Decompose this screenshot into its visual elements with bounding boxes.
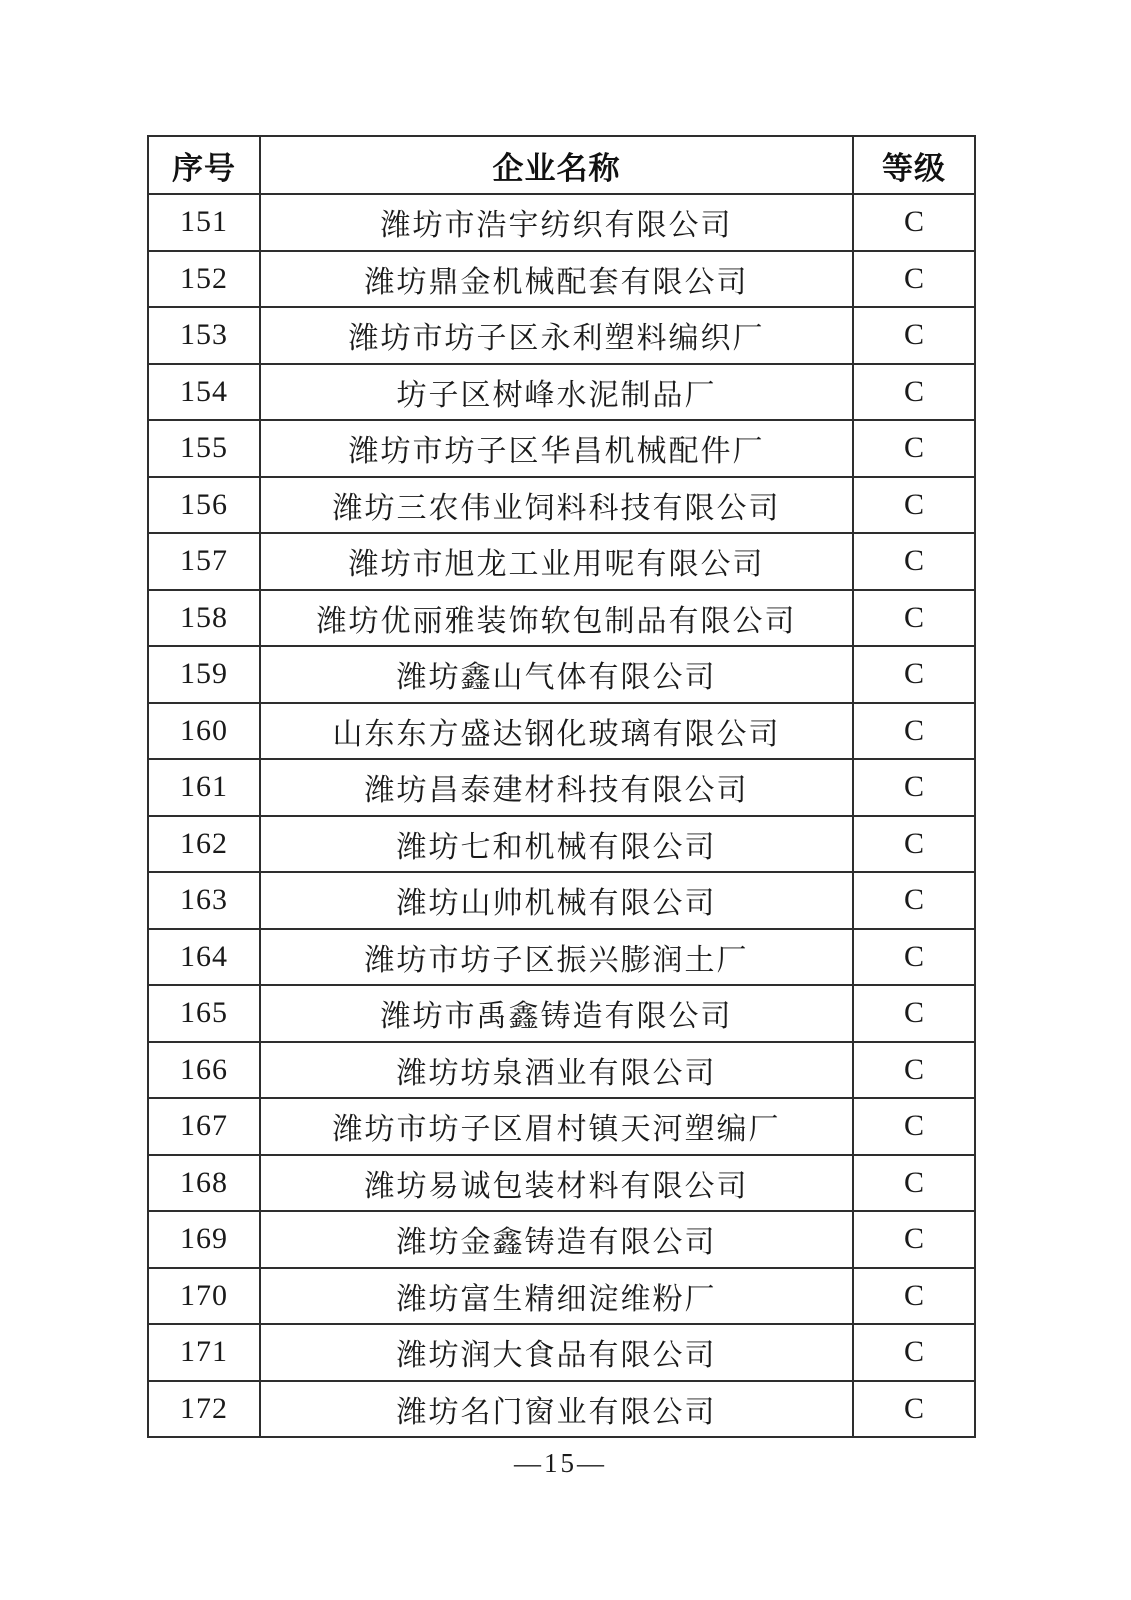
company-name-cell: 潍坊优丽雅装饰软包制品有限公司 bbox=[260, 590, 853, 647]
grade-cell: C bbox=[853, 816, 975, 873]
table-row bbox=[148, 646, 975, 703]
company-name-cell: 潍坊三农伟业饲料科技有限公司 bbox=[260, 477, 853, 534]
table-row bbox=[148, 1042, 975, 1099]
grade-cell: C bbox=[853, 1042, 975, 1099]
table-row bbox=[148, 1268, 975, 1325]
table-row bbox=[148, 533, 975, 590]
table-row bbox=[148, 251, 975, 308]
company-name-cell: 潍坊市坊子区眉村镇天河塑编厂 bbox=[260, 1098, 853, 1155]
company-name-cell: 潍坊市浩宇纺织有限公司 bbox=[260, 194, 853, 251]
grade-cell: C bbox=[853, 1098, 975, 1155]
table-row bbox=[148, 477, 975, 534]
grade-cell: C bbox=[853, 194, 975, 251]
page-number: —15— bbox=[514, 1448, 607, 1478]
company-name-cell: 潍坊市禹鑫铸造有限公司 bbox=[260, 985, 853, 1042]
column-header-index: 序号 bbox=[148, 136, 260, 194]
row-index-cell: 168 bbox=[148, 1155, 260, 1212]
table-row bbox=[148, 929, 975, 986]
grade-cell: C bbox=[853, 533, 975, 590]
table-header-row bbox=[148, 136, 975, 194]
row-index-cell: 172 bbox=[148, 1381, 260, 1438]
row-index-cell: 157 bbox=[148, 533, 260, 590]
grade-cell: C bbox=[853, 703, 975, 760]
grade-cell: C bbox=[853, 1381, 975, 1438]
company-name-cell: 潍坊昌泰建材科技有限公司 bbox=[260, 759, 853, 816]
company-name-cell: 潍坊鼎金机械配套有限公司 bbox=[260, 251, 853, 308]
grade-cell: C bbox=[853, 251, 975, 308]
company-grade-table bbox=[147, 135, 976, 1438]
grade-cell: C bbox=[853, 1155, 975, 1212]
company-name-cell: 潍坊富生精细淀维粉厂 bbox=[260, 1268, 853, 1325]
table-row bbox=[148, 1211, 975, 1268]
table-row bbox=[148, 1155, 975, 1212]
grade-cell: C bbox=[853, 929, 975, 986]
table-row bbox=[148, 1324, 975, 1381]
row-index-cell: 162 bbox=[148, 816, 260, 873]
row-index-cell: 154 bbox=[148, 364, 260, 421]
company-name-cell: 坊子区树峰水泥制品厂 bbox=[260, 364, 853, 421]
row-index-cell: 156 bbox=[148, 477, 260, 534]
row-index-cell: 171 bbox=[148, 1324, 260, 1381]
row-index-cell: 158 bbox=[148, 590, 260, 647]
grade-cell: C bbox=[853, 364, 975, 421]
row-index-cell: 164 bbox=[148, 929, 260, 986]
row-index-cell: 152 bbox=[148, 251, 260, 308]
table-row bbox=[148, 1098, 975, 1155]
company-name-cell: 潍坊市坊子区华昌机械配件厂 bbox=[260, 420, 853, 477]
table-row bbox=[148, 759, 975, 816]
company-name-cell: 潍坊易诚包装材料有限公司 bbox=[260, 1155, 853, 1212]
table-row bbox=[148, 985, 975, 1042]
company-name-cell: 潍坊金鑫铸造有限公司 bbox=[260, 1211, 853, 1268]
grade-cell: C bbox=[853, 420, 975, 477]
company-name-cell: 潍坊市旭龙工业用呢有限公司 bbox=[260, 533, 853, 590]
grade-cell: C bbox=[853, 1211, 975, 1268]
table-row bbox=[148, 1381, 975, 1438]
row-index-cell: 155 bbox=[148, 420, 260, 477]
grade-cell: C bbox=[853, 1268, 975, 1325]
grade-cell: C bbox=[853, 985, 975, 1042]
row-index-cell: 153 bbox=[148, 307, 260, 364]
grade-cell: C bbox=[853, 646, 975, 703]
company-name-cell: 山东东方盛达钢化玻璃有限公司 bbox=[260, 703, 853, 760]
row-index-cell: 170 bbox=[148, 1268, 260, 1325]
company-name-cell: 潍坊名门窗业有限公司 bbox=[260, 1381, 853, 1438]
table-row bbox=[148, 816, 975, 873]
row-index-cell: 169 bbox=[148, 1211, 260, 1268]
grade-cell: C bbox=[853, 590, 975, 647]
table-row bbox=[148, 420, 975, 477]
row-index-cell: 159 bbox=[148, 646, 260, 703]
company-name-cell: 潍坊市坊子区振兴膨润土厂 bbox=[260, 929, 853, 986]
row-index-cell: 167 bbox=[148, 1098, 260, 1155]
row-index-cell: 151 bbox=[148, 194, 260, 251]
table-row bbox=[148, 703, 975, 760]
table-row bbox=[148, 872, 975, 929]
grade-cell: C bbox=[853, 1324, 975, 1381]
table-row bbox=[148, 364, 975, 421]
row-index-cell: 163 bbox=[148, 872, 260, 929]
row-index-cell: 160 bbox=[148, 703, 260, 760]
table-row bbox=[148, 590, 975, 647]
company-name-cell: 潍坊润大食品有限公司 bbox=[260, 1324, 853, 1381]
company-name-cell: 潍坊坊泉酒业有限公司 bbox=[260, 1042, 853, 1099]
table-header bbox=[148, 136, 975, 194]
table-body bbox=[148, 194, 975, 1437]
grade-cell: C bbox=[853, 307, 975, 364]
row-index-cell: 161 bbox=[148, 759, 260, 816]
company-name-cell: 潍坊七和机械有限公司 bbox=[260, 816, 853, 873]
table-row bbox=[148, 307, 975, 364]
table-row bbox=[148, 194, 975, 251]
row-index-cell: 166 bbox=[148, 1042, 260, 1099]
column-header-company-name: 企业名称 bbox=[260, 136, 853, 194]
grade-cell: C bbox=[853, 872, 975, 929]
grade-cell: C bbox=[853, 759, 975, 816]
row-index-cell: 165 bbox=[148, 985, 260, 1042]
company-name-cell: 潍坊山帅机械有限公司 bbox=[260, 872, 853, 929]
column-header-grade: 等级 bbox=[853, 136, 975, 194]
company-name-cell: 潍坊鑫山气体有限公司 bbox=[260, 646, 853, 703]
grade-cell: C bbox=[853, 477, 975, 534]
company-name-cell: 潍坊市坊子区永利塑料编织厂 bbox=[260, 307, 853, 364]
